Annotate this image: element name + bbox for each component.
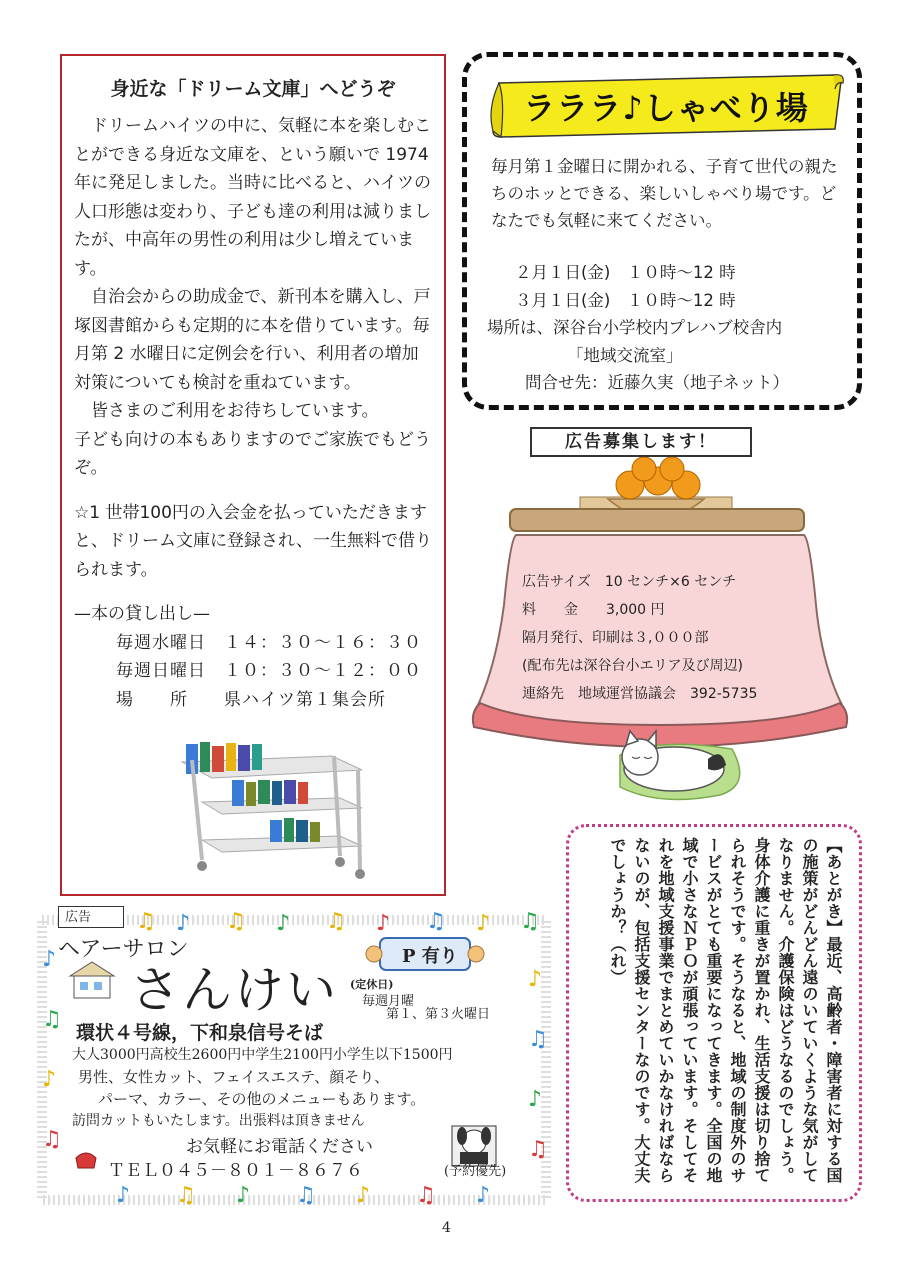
holiday-line-2: 第１、第３火曜日 [386, 1007, 491, 1022]
ad-size: 広告サイズ 10 センチ×6 センチ [522, 574, 737, 590]
svg-text:♪: ♪ [276, 911, 291, 936]
ad-issue: 隔月発行、印刷は３,０００部 [522, 630, 709, 646]
ad-fee: 料 金 3,000 円 [522, 602, 665, 618]
svg-text:♪: ♪ [176, 911, 191, 936]
salon-call: お気軽にお電話ください [186, 1137, 373, 1157]
svg-text:♪: ♪ [42, 1067, 57, 1092]
salon-name: さんけい [130, 961, 338, 1019]
ad-recruit-title: 広告募集します！ [530, 427, 752, 457]
salon-location: 環状４号線，下和泉信号そば [76, 1022, 324, 1044]
svg-text:♪: ♪ [236, 1183, 251, 1206]
dream-paragraph-1: ドリームハイツの中に、気軽に本を楽しむことができる身近な文庫を、という願いで 1974 年に発足しました。当時に比べると、ハイツの人口形態は変わり、子ども達の利用は減りましたが、中高年の男性の利用は少し増えています。 [74, 116, 431, 279]
svg-text:♪: ♪ [476, 1183, 491, 1206]
svg-text:♫: ♫ [528, 1137, 548, 1162]
svg-text:♪: ♪ [528, 967, 543, 992]
ad-recruit-details [522, 568, 822, 708]
svg-text:♪: ♪ [356, 1183, 371, 1206]
svg-text:♫: ♫ [226, 909, 246, 934]
lalala-date-1: ２月１日(金) １０時～12 時 [515, 263, 736, 282]
salon-menu-2: パーマ、カラー、その他のメニューもあります。 [98, 1090, 426, 1108]
lalala-box [462, 52, 862, 410]
svg-text:♫: ♫ [520, 909, 540, 934]
holiday-line-1: 毎週月曜 [362, 994, 415, 1009]
lending-title: —本の貸し出し— [74, 604, 210, 624]
svg-text:♪: ♪ [476, 911, 491, 936]
salon-visit: 訪問カットもいたします。出張料は頂きません [72, 1113, 365, 1129]
dream-bunko-body [74, 112, 434, 714]
svg-text:♪: ♪ [42, 947, 57, 972]
ad-contact: 連絡先 地域運営協議会 392-5735 [522, 686, 758, 702]
svg-text:♫: ♫ [528, 1027, 548, 1052]
svg-text:♫: ♫ [296, 1183, 316, 1206]
lalala-date-2: ３月１日(金) １０時～12 時 [515, 290, 736, 310]
hair-salon-ad [36, 906, 552, 1206]
dream-paragraph-3: 皆さまのご利用をお待ちしています。 [91, 401, 379, 421]
parking-sign: P 有り [402, 946, 458, 967]
schedule-place: 場 所 県ハイツ第１集会所 [116, 689, 386, 710]
ad-tag: 広告 [58, 906, 124, 928]
holiday-label: (定休日) [350, 978, 394, 991]
svg-text:♫: ♫ [416, 1183, 436, 1206]
salon-genre: ヘアーサロン [58, 937, 189, 962]
bookshelf-illustration [162, 740, 372, 880]
ad-distribution: (配布先は深谷台小エリア及び周辺) [522, 658, 743, 674]
schedule-wednesday: 毎週水曜日 １４：３０～１６：３０ [116, 632, 422, 653]
dream-paragraph-5: ☆1 世帯100円の入会金を払っていただきますと、ドリーム文庫に登録され、一生無料で借りられます。 [74, 502, 433, 580]
dream-paragraph-2: 自治会からの助成金で、新刊本を購入し、戸塚図書館からも定期的に本を借りています。毎月第 2 水曜日に定例会を行い、利用者の増加対策についても検討を重ねています。 [74, 287, 431, 393]
svg-text:♫: ♫ [176, 1183, 196, 1206]
lalala-room: 「地域交流室」 [567, 345, 683, 365]
lalala-details [487, 259, 847, 397]
lalala-contact: 問合せ先：近藤久実（地子ネット） [525, 373, 789, 392]
lalala-description: 毎月第１金曜日に開かれる、子育て世代の親たちのホッとできる、楽しいしゃべり場です。どなたでも気軽に来てください。 [491, 157, 838, 230]
svg-text:♪: ♪ [376, 911, 391, 936]
lalala-title: ラララ♪しゃべり場 [523, 89, 809, 127]
dream-bunko-title: 身近な「ドリーム文庫」へどうぞ [110, 78, 396, 100]
schedule-sunday: 毎週日曜日 １０：３０～１２：００ [116, 661, 422, 681]
afterword-text: 【あとがき】最近、高齢者・障害者に対する国の施策がどんどん遠のいていくような気がしてなりません。介護保険はどうなるのでしょう。身体介護に重きが置かれ、生活支援は切り捨てられそうです。そうなると、地域の制度外のサービスがとても重要になってきます。全国の地域で小さなＮＰＯが頑張っています。そしてそれを地域支援事業でまとめていかなければならないのが、包括支援センターなのです。大丈夫でしょうか？（れ） [608, 837, 843, 1184]
svg-text:♫: ♫ [42, 1127, 62, 1152]
lalala-place: 場所は、深谷台小学校内プレハブ校舎内 [487, 318, 783, 337]
svg-text:♫: ♫ [426, 909, 446, 934]
afterword-box [566, 824, 862, 1202]
salon-menu-1: 男性、女性カット、フェイスエステ、顔そり、 [78, 1068, 390, 1086]
dream-bunko-box [60, 54, 446, 896]
svg-text:♫: ♫ [42, 1007, 62, 1032]
svg-text:♫: ♫ [326, 909, 346, 934]
page-number: 4 [442, 1220, 451, 1236]
svg-text:♫: ♫ [136, 909, 156, 934]
svg-text:♪: ♪ [528, 1087, 543, 1112]
svg-text:♪: ♪ [116, 1183, 131, 1206]
salon-reserve: (予約優先) [444, 1164, 507, 1179]
dream-paragraph-4: 子ども向けの本もありますのでご家族でもどうぞ。 [74, 429, 431, 478]
salon-prices: 大人3000円高校生2600円中学生2100円小学生以下1500円 [72, 1047, 453, 1063]
salon-tel: ＴＥＬ０４５－８０１－８６７６ [108, 1161, 363, 1181]
